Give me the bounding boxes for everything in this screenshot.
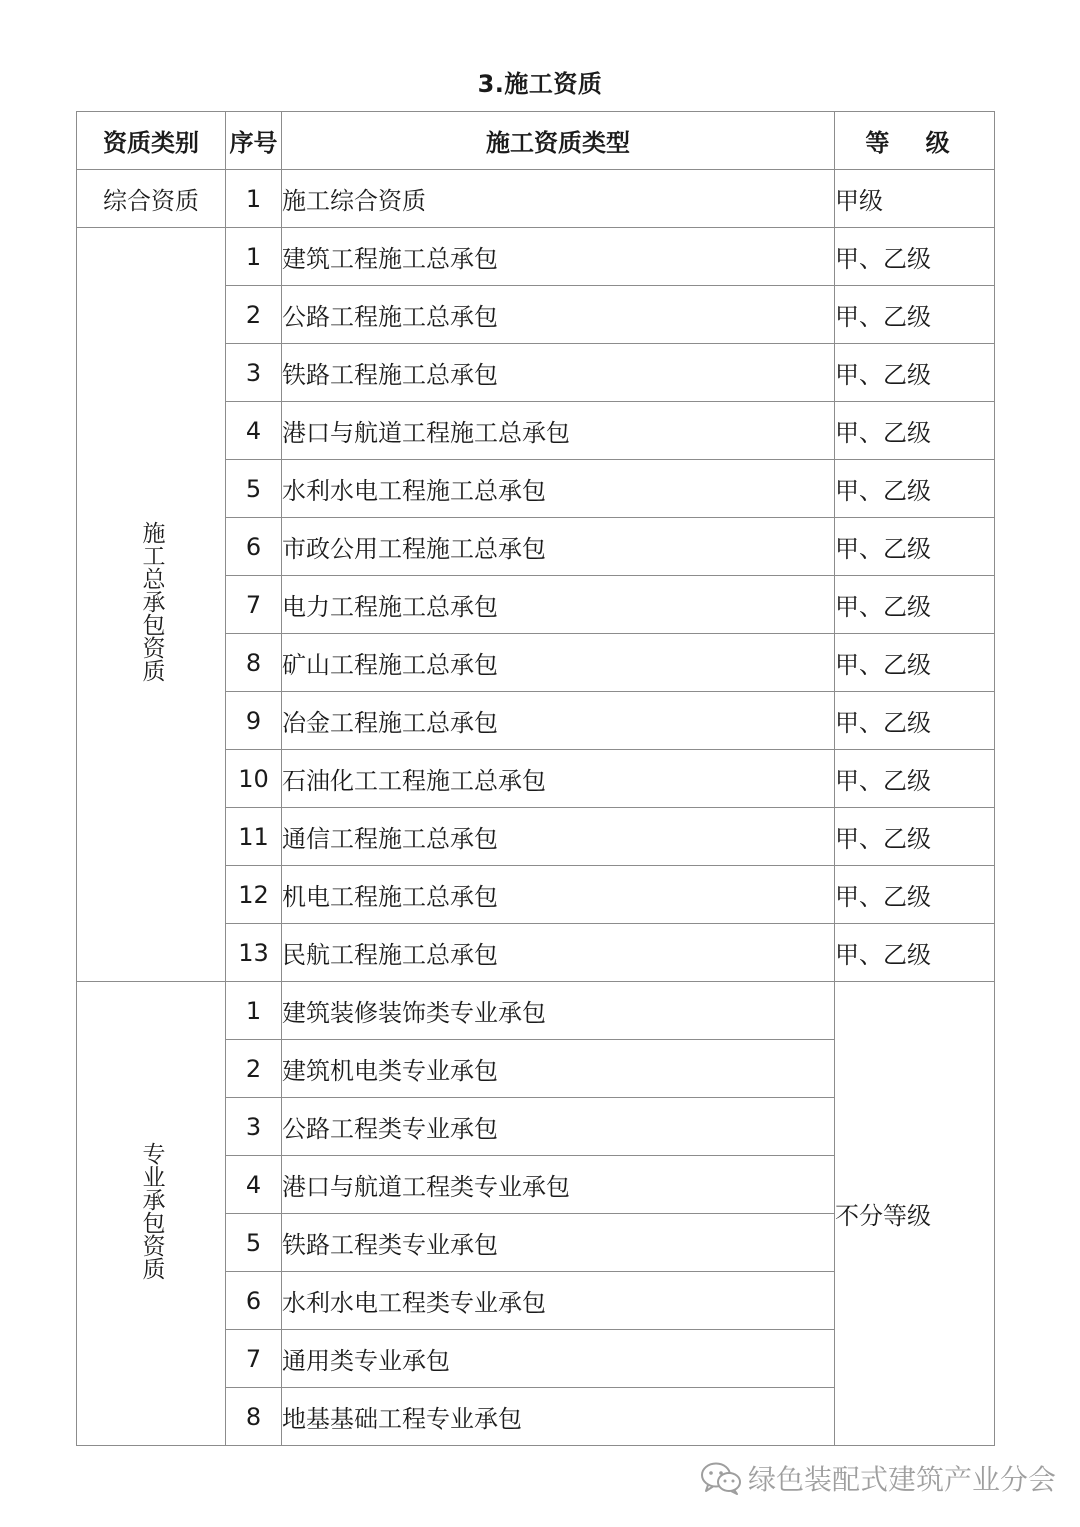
row-number: 8 bbox=[226, 634, 282, 692]
row-number: 3 bbox=[226, 344, 282, 402]
row-grade: 甲、乙级 bbox=[835, 634, 995, 692]
row-type: 机电工程施工总承包 bbox=[282, 866, 835, 924]
category-specialty-contracting-label: 专业承包资质 bbox=[138, 1141, 165, 1280]
specialty-grade: 不分等级 bbox=[835, 982, 995, 1446]
row-number: 12 bbox=[226, 866, 282, 924]
qualification-table bbox=[76, 111, 995, 1446]
row-type: 矿山工程施工总承包 bbox=[282, 634, 835, 692]
row-type: 公路工程类专业承包 bbox=[282, 1098, 835, 1156]
table-body bbox=[77, 170, 995, 1446]
row-number: 5 bbox=[226, 460, 282, 518]
row-type: 通用类专业承包 bbox=[282, 1330, 835, 1388]
header-category: 资质类别 bbox=[77, 112, 226, 170]
header-type: 施工资质类型 bbox=[282, 112, 835, 170]
row-number: 7 bbox=[226, 1330, 282, 1388]
row-number: 11 bbox=[226, 808, 282, 866]
row-number: 2 bbox=[226, 1040, 282, 1098]
row-type: 水利水电工程施工总承包 bbox=[282, 460, 835, 518]
wechat-icon bbox=[700, 1461, 742, 1495]
table-row bbox=[77, 228, 995, 286]
row-number: 7 bbox=[226, 576, 282, 634]
row-type: 建筑工程施工总承包 bbox=[282, 228, 835, 286]
row-type: 地基基础工程专业承包 bbox=[282, 1388, 835, 1446]
category-specialty-contracting bbox=[77, 982, 226, 1446]
header-number: 序号 bbox=[226, 112, 282, 170]
row-type: 石油化工工程施工总承包 bbox=[282, 750, 835, 808]
row-number: 4 bbox=[226, 402, 282, 460]
row-grade: 甲、乙级 bbox=[835, 576, 995, 634]
row-number: 1 bbox=[226, 228, 282, 286]
row-grade: 甲、乙级 bbox=[835, 750, 995, 808]
row-type: 建筑装修装饰类专业承包 bbox=[282, 982, 835, 1040]
table-row bbox=[77, 982, 995, 1040]
row-type: 水利水电工程类专业承包 bbox=[282, 1272, 835, 1330]
table-header-row bbox=[77, 112, 995, 170]
row-number: 2 bbox=[226, 286, 282, 344]
watermark-text: 绿色装配式建筑产业分会 bbox=[748, 1463, 1057, 1496]
row-type: 电力工程施工总承包 bbox=[282, 576, 835, 634]
row-type: 港口与航道工程施工总承包 bbox=[282, 402, 835, 460]
row-type: 施工综合资质 bbox=[282, 170, 835, 228]
row-number: 6 bbox=[226, 518, 282, 576]
watermark bbox=[700, 1458, 1056, 1498]
row-number: 13 bbox=[226, 924, 282, 982]
header-grade: 等 级 bbox=[835, 112, 995, 170]
row-grade: 甲、乙级 bbox=[835, 692, 995, 750]
document-title: 3.施工资质 bbox=[477, 70, 603, 98]
row-grade: 甲、乙级 bbox=[835, 228, 995, 286]
row-grade: 甲、乙级 bbox=[835, 924, 995, 982]
row-number: 1 bbox=[226, 170, 282, 228]
row-number: 1 bbox=[226, 982, 282, 1040]
row-type: 通信工程施工总承包 bbox=[282, 808, 835, 866]
row-grade: 甲、乙级 bbox=[835, 460, 995, 518]
row-number: 9 bbox=[226, 692, 282, 750]
row-number: 3 bbox=[226, 1098, 282, 1156]
row-type: 公路工程施工总承包 bbox=[282, 286, 835, 344]
row-number: 10 bbox=[226, 750, 282, 808]
row-number: 4 bbox=[226, 1156, 282, 1214]
category-comprehensive: 综合资质 bbox=[77, 170, 226, 228]
row-grade: 甲、乙级 bbox=[835, 286, 995, 344]
row-number: 5 bbox=[226, 1214, 282, 1272]
row-number: 6 bbox=[226, 1272, 282, 1330]
row-type: 冶金工程施工总承包 bbox=[282, 692, 835, 750]
row-grade: 甲、乙级 bbox=[835, 518, 995, 576]
row-type: 港口与航道工程类专业承包 bbox=[282, 1156, 835, 1214]
row-grade: 甲、乙级 bbox=[835, 866, 995, 924]
row-number: 8 bbox=[226, 1388, 282, 1446]
category-general-contracting bbox=[77, 228, 226, 982]
table-row bbox=[77, 170, 995, 228]
row-grade: 甲、乙级 bbox=[835, 402, 995, 460]
category-general-contracting-label: 施工总承包资质 bbox=[138, 521, 165, 682]
row-type: 铁路工程施工总承包 bbox=[282, 344, 835, 402]
row-grade: 甲、乙级 bbox=[835, 344, 995, 402]
row-type: 铁路工程类专业承包 bbox=[282, 1214, 835, 1272]
row-type: 民航工程施工总承包 bbox=[282, 924, 835, 982]
row-grade: 甲、乙级 bbox=[835, 808, 995, 866]
row-grade: 甲级 bbox=[835, 170, 995, 228]
row-type: 市政公用工程施工总承包 bbox=[282, 518, 835, 576]
row-type: 建筑机电类专业承包 bbox=[282, 1040, 835, 1098]
